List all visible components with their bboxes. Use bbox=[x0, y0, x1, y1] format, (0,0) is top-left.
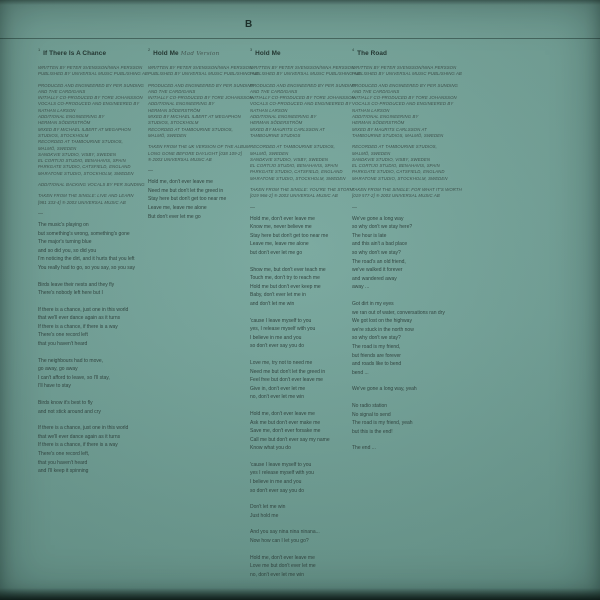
credit-line: MIXED BY MICHAEL ILBERT AT MEGAPHON bbox=[148, 114, 241, 120]
lyric-line: Love me but don't ever let me bbox=[250, 563, 316, 570]
track-title-text: If There Is A Chance bbox=[41, 50, 107, 57]
lyric-line: but this is the end! bbox=[352, 428, 393, 435]
track-title bbox=[352, 47, 484, 57]
credit-line: ℗ 2003 UNIVERSAL MUSIC AB bbox=[148, 156, 212, 162]
credit-line: EL CORTIJO STUDIO, BENAHAVIS, SPAIN bbox=[250, 163, 338, 169]
lyric-line: yes, I release myself with you bbox=[250, 326, 316, 333]
track-columns bbox=[38, 47, 586, 587]
lyric-line: I believe in me and you bbox=[250, 334, 302, 341]
credit-paragraph bbox=[250, 82, 356, 140]
lyric-line: Ask me but don't ever make me bbox=[250, 419, 321, 426]
credit-line: HERMAN SÖDERSTRÖM bbox=[148, 107, 201, 113]
credit-line: [019 577-2] ℗ 2003 UNIVERSAL MUSIC AB bbox=[352, 193, 440, 199]
credit-line: PARKGATE STUDIO, CATSFIELD, ENGLAND bbox=[250, 169, 343, 175]
lyric-line: and I'll keep it spinning bbox=[38, 468, 89, 475]
lyric-line: Now how can I let you go? bbox=[250, 538, 309, 545]
lyric-line: No signal to send bbox=[352, 411, 391, 418]
lyric-line: that we'll ever dance again as it turns bbox=[38, 433, 121, 440]
credits-lyrics-separator: — bbox=[352, 204, 357, 211]
credit-line: HERMAN SÖDERSTRÖM bbox=[250, 120, 303, 126]
lyric-line: Got dirt in my eyes bbox=[352, 300, 394, 307]
credit-line: MALMÖ, SWEDEN bbox=[352, 150, 391, 156]
lyric-line: If there is a chance, if there is a way bbox=[38, 323, 118, 330]
credit-line: [019 966-2] ℗ 2003 UNIVERSAL MUSIC AB bbox=[250, 193, 338, 199]
lyric-line: No radio station bbox=[352, 402, 388, 409]
lyric-line: that we'll ever dance again as it turns bbox=[38, 315, 121, 322]
credit-line: HERMAN SÖDERSTRÖM bbox=[352, 120, 405, 126]
lyric-line: Don't let me win bbox=[250, 504, 286, 511]
lyric-line: The neighbours had to move, bbox=[38, 357, 104, 364]
credit-paragraph bbox=[250, 144, 352, 182]
credit-line: AND THE CARDIGANS bbox=[352, 88, 400, 94]
credit-line: PARKGATE STUDIO, CATSFIELD, ENGLAND bbox=[38, 164, 131, 170]
lyric-line: and this ain't a bad place bbox=[352, 241, 408, 248]
lyric-line: yes I release myself with you bbox=[250, 470, 314, 477]
credit-paragraph bbox=[352, 83, 484, 140]
lyric-line: Need me but don't let the greed in bbox=[250, 368, 326, 375]
lyric-line: Stay here but don't get too near me bbox=[250, 232, 329, 239]
credit-line: MIXED BY MAURITS CARLSSON AT bbox=[250, 126, 325, 132]
credit-line: MALMÖ, SWEDEN bbox=[250, 150, 289, 156]
credit-line: NATHAN LARSON bbox=[352, 107, 390, 113]
track-number: 4 bbox=[352, 47, 355, 52]
track-title bbox=[250, 47, 355, 57]
credit-paragraph bbox=[38, 182, 148, 188]
lyric-line: The major's turning blue bbox=[38, 239, 92, 246]
track-title-text: Hold Me bbox=[151, 50, 179, 57]
credit-line: AND THE CARDIGANS bbox=[250, 88, 298, 94]
lyric-line: I can't afford to leave, so I'll stay, bbox=[38, 374, 110, 381]
lyrics-stanza bbox=[250, 410, 352, 453]
lyric-line: 'cause I leave myself to you bbox=[250, 317, 312, 324]
lyric-line: Hold me, don't ever leave me bbox=[250, 215, 315, 222]
credit-line: WRITTEN BY PETER SVENSSON/NINA PERSSON bbox=[148, 65, 253, 70]
credit-line: SANDKVIE STUDIO, VISBY, SWEDEN bbox=[38, 151, 117, 157]
lyrics-stanza bbox=[38, 357, 148, 391]
credit-line: TAKEN FROM THE UK VERSION OF THE ALBUM bbox=[148, 144, 250, 150]
credit-line: WRITTEN BY PETER SVENSSON/NINA PERSSON bbox=[352, 65, 457, 70]
lyric-line: go away, go away bbox=[38, 366, 78, 373]
lyric-line: Leave me, leave me alone bbox=[148, 204, 207, 211]
credit-line: TAKEN FROM THE SINGLE: FOR WHAT IT'S WORTH bbox=[352, 187, 462, 193]
track-number: 1 bbox=[38, 47, 41, 52]
track-credits bbox=[148, 65, 258, 163]
credit-line: MARATONE STUDIO, STOCKHOLM, SWEDEN bbox=[352, 175, 448, 181]
credit-line: AND THE CARDIGANS bbox=[148, 88, 196, 94]
lyrics-stanza bbox=[250, 266, 352, 309]
lyric-line: bend ... bbox=[352, 369, 369, 376]
lyric-line: no, don't ever let me win bbox=[250, 571, 305, 578]
lyric-line: Leave me, leave me alone bbox=[250, 241, 309, 248]
credit-line: INITIALLY CO-PRODUCED BY TORE JOHANSSON bbox=[38, 95, 143, 101]
lyric-line: but friends are forever bbox=[352, 352, 401, 359]
credit-line: MALMÖ, SWEDEN bbox=[38, 145, 77, 151]
credit-line: PRODUCED AND ENGINEERED BY PER SUNDING bbox=[352, 82, 458, 88]
credit-line: [981 333-4] ℗ 2003 UNIVERSAL MUSIC AB bbox=[38, 199, 126, 205]
lyric-line: so don't ever say you do bbox=[250, 343, 305, 350]
header-divider-line bbox=[0, 38, 600, 39]
credit-paragraph bbox=[38, 193, 148, 206]
lyric-line: Baby, don't ever let me in bbox=[250, 292, 306, 299]
lyric-line: Save me, don't ever forsake me bbox=[250, 428, 321, 435]
lyrics-stanza bbox=[38, 306, 148, 349]
credit-line: VOCALS CO-PRODUCED AND ENGINEERED BY bbox=[250, 101, 352, 107]
lyrics-stanza bbox=[352, 300, 484, 377]
lyric-line: and don't let me win bbox=[250, 300, 295, 307]
lyric-line: so why don't we stay? bbox=[352, 335, 401, 342]
lyrics-stanza bbox=[352, 385, 484, 394]
credit-line: EL CORTIJO STUDIO, BENAHAVIS, SPAIN bbox=[38, 158, 126, 164]
track-title-annotation: Mad Version bbox=[180, 51, 220, 57]
lyric-line: away ... bbox=[352, 284, 370, 291]
lyric-line: Give in, don't ever let me bbox=[250, 385, 306, 392]
lyric-line: There's nobody left here but I bbox=[38, 290, 103, 297]
lyric-line: There's one record left, bbox=[38, 451, 90, 457]
lyrics-stanza bbox=[250, 554, 352, 580]
lyric-line: Birds leave their nests and they fly bbox=[38, 281, 115, 288]
lyric-line: You really had to go, so you say, so you say bbox=[38, 264, 136, 271]
credit-line: PUBLISHED BY UNIVERSAL MUSIC PUBLISHING AB bbox=[148, 71, 258, 77]
lyric-line: I'm noticing the dirt, and it hurts that you left bbox=[38, 256, 135, 263]
lyric-line: that you haven't heard bbox=[38, 341, 88, 348]
credit-line: WRITTEN BY PETER SVENSSON/NINA PERSSON bbox=[250, 65, 355, 70]
credit-line: TAKEN FROM THE SINGLE: YOU'RE THE STORM bbox=[250, 187, 354, 193]
photo-top-edge-shadow bbox=[0, 0, 600, 5]
credits-lyrics-separator: — bbox=[148, 168, 153, 175]
credit-line: VOCALS CO-PRODUCED AND ENGINEERED BY bbox=[352, 101, 454, 107]
lyric-line: so why don't we stay? bbox=[352, 250, 401, 257]
lyrics-stanza bbox=[250, 528, 352, 545]
credit-line: RECORDED AT TAMBOURINE STUDIOS, bbox=[352, 144, 437, 150]
credit-paragraph bbox=[38, 83, 148, 177]
track-number: 3 bbox=[250, 47, 253, 52]
lyric-line: The end ... bbox=[352, 445, 376, 452]
lyric-line: Birds know it's best to fly bbox=[38, 400, 93, 407]
lyric-line: We've gone a long way, yeah bbox=[352, 386, 417, 393]
credits-lyrics-separator: — bbox=[250, 204, 255, 211]
lyric-line: The road is my friend, bbox=[352, 343, 401, 350]
credit-paragraph bbox=[250, 65, 360, 78]
credit-paragraph bbox=[38, 65, 148, 78]
track-number: 2 bbox=[148, 47, 151, 52]
credit-line: ADDITIONAL BACKING VOCALS BY PER SUNDING bbox=[38, 182, 145, 188]
credit-line: VOCALS CO-PRODUCED AND ENGINEERED BY bbox=[38, 101, 140, 107]
track-credits bbox=[250, 65, 360, 200]
lyric-line: Hold me, don't ever leave me bbox=[250, 410, 315, 417]
lyric-line: We got lost on the highway bbox=[352, 318, 412, 325]
lyrics-stanza bbox=[352, 444, 484, 453]
credit-paragraph bbox=[148, 144, 250, 163]
lyric-line: Call me but don't ever say my name bbox=[250, 436, 330, 443]
lyric-line: we've walked it forever bbox=[352, 267, 403, 274]
track-column bbox=[250, 47, 360, 587]
credit-line: MARATONE STUDIO, STOCKHOLM, SWEDEN bbox=[38, 170, 134, 176]
lyric-line: If there is a chance, just one in this world bbox=[38, 425, 129, 432]
credit-line: RECORDED AT TAMBOURINE STUDIOS, bbox=[250, 144, 335, 150]
track-title-text: Hold Me bbox=[253, 50, 281, 57]
lyric-line: and roads like to bend bbox=[352, 361, 402, 368]
lyrics-stanza bbox=[250, 215, 352, 258]
credit-line: NATHAN LARSON bbox=[38, 107, 76, 113]
lyrics-stanza bbox=[352, 402, 484, 436]
credit-line: MALMÖ, SWEDEN bbox=[148, 132, 187, 138]
lyric-line: Feel free but don't ever leave me bbox=[250, 377, 323, 384]
credit-line: MARATONE STUDIO, STOCKHOLM, SWEDEN bbox=[250, 175, 346, 181]
credit-line: TAMBOURINE STUDIOS, MALMÖ, SWEDEN bbox=[352, 132, 444, 138]
lyric-line: Need me but don't let the greed in bbox=[148, 187, 224, 194]
credit-line: PRODUCED AND ENGINEERED BY PER SUNDING bbox=[38, 82, 144, 88]
lyric-line: Touch me, don't try to reach me bbox=[250, 275, 320, 282]
lyric-line: If there is a chance, if there is a way bbox=[38, 442, 118, 449]
credit-line: HERMAN SÖDERSTRÖM bbox=[38, 120, 91, 126]
lyric-line: that you haven't heard bbox=[38, 459, 88, 466]
lyric-line: If there is a chance, just one in this world bbox=[38, 306, 129, 313]
credit-line: INITIALLY CO-PRODUCED BY TORE JOHANSSON bbox=[352, 95, 457, 101]
track-lyrics bbox=[250, 215, 352, 580]
lyric-line: We've gone a long way bbox=[352, 215, 404, 222]
credit-line: PUBLISHED BY UNIVERSAL MUSIC PUBLISHING AB bbox=[38, 71, 148, 77]
track-title bbox=[38, 47, 151, 57]
credit-line: EL CORTIJO STUDIO, BENAHAVIS, SPAIN bbox=[352, 163, 440, 169]
lyric-line: no, don't ever let me win bbox=[250, 394, 305, 401]
lyric-line: and not stick around and cry bbox=[38, 408, 101, 415]
lyrics-stanza bbox=[352, 215, 484, 292]
track-column bbox=[148, 47, 258, 229]
lyrics-stanza bbox=[250, 317, 352, 351]
track-title-text: The Road bbox=[355, 50, 388, 57]
lyric-line: But don't ever let me go bbox=[148, 213, 201, 220]
credit-line: PRODUCED AND ENGINEERED BY PER SUNDING bbox=[148, 82, 254, 88]
credit-line: SANDKVIE STUDIO, VISBY, SWEDEN bbox=[352, 156, 431, 162]
track-lyrics bbox=[148, 178, 250, 221]
track-credits bbox=[38, 65, 148, 206]
lyric-line: Hold me, don't ever leave me bbox=[250, 554, 315, 561]
credit-line: ADDITIONAL ENGINEERING BY bbox=[38, 114, 105, 120]
credit-line: ADDITIONAL ENGINEERING BY bbox=[148, 101, 215, 107]
track-column bbox=[352, 47, 484, 461]
credit-line: ADDITIONAL ENGINEERING BY bbox=[352, 114, 419, 120]
credit-line: MIXED BY MAURITS CARLSSON AT bbox=[352, 126, 427, 132]
lyrics-stanza bbox=[38, 424, 148, 476]
lyric-line: 'cause I leave myself to you bbox=[250, 461, 312, 468]
credit-paragraph bbox=[352, 65, 484, 78]
track-title bbox=[148, 47, 253, 57]
credit-line: LONG GONE BEFORE DAYLIGHT [038 109-2] bbox=[148, 150, 242, 156]
credit-line: AND THE CARDIGANS bbox=[38, 88, 86, 94]
track-lyrics bbox=[352, 215, 484, 453]
credit-line: MIXED BY MICHAEL ILBERT AT MEGAPHON bbox=[38, 126, 131, 132]
credits-lyrics-separator: — bbox=[38, 210, 43, 217]
lyric-line: I believe in me and you bbox=[250, 479, 302, 486]
credit-line: WRITTEN BY PETER SVENSSON/NINA PERSSON bbox=[38, 65, 143, 70]
lyric-line: Hold me, don't ever leave me bbox=[148, 179, 213, 186]
lyric-line: so why don't we stay here? bbox=[352, 224, 413, 231]
lyrics-stanza bbox=[148, 178, 250, 221]
lyric-line: and so did you, so did you bbox=[38, 247, 97, 254]
credit-line: INITIALLY CO-PRODUCED BY TORE JOHANSSON bbox=[250, 95, 355, 101]
credit-line: PUBLISHED BY UNIVERSAL MUSIC PUBLISHING AB bbox=[250, 71, 360, 77]
credit-line: STUDIOS, STOCKHOLM bbox=[148, 120, 199, 126]
lyrics-stanza bbox=[38, 221, 148, 273]
lyric-line: Just hold me bbox=[250, 512, 279, 519]
lyric-line: The road's an old friend, bbox=[352, 258, 406, 265]
track-lyrics bbox=[38, 221, 148, 476]
credit-paragraph bbox=[250, 187, 352, 200]
credit-line: TAMBOURINE STUDIOS bbox=[250, 132, 301, 138]
lyric-line: and wandered away bbox=[352, 275, 397, 282]
credit-line: NATHAN LARSON bbox=[250, 107, 288, 113]
side-label: B bbox=[245, 19, 253, 30]
credit-line: PUBLISHED BY UNIVERSAL MUSIC PUBLISHING AB bbox=[352, 71, 462, 77]
lyric-line: And you say nina nina ninana... bbox=[250, 529, 320, 536]
credit-line: RECORDED AT TAMBOURINE STUDIOS, bbox=[148, 126, 233, 132]
lyric-line: but don't ever let me go bbox=[250, 250, 303, 257]
lyrics-stanza bbox=[250, 503, 352, 520]
track-column bbox=[38, 47, 151, 484]
credit-paragraph bbox=[148, 65, 258, 78]
lyric-line: There's one record left bbox=[38, 332, 88, 339]
credit-line: TAKEN FROM THE SINGLE: LIVE AND LEARN bbox=[38, 193, 134, 199]
credit-line: PARKGATE STUDIO, CATSFIELD, ENGLAND bbox=[352, 169, 445, 175]
credit-line: ADDITIONAL ENGINEERING BY bbox=[250, 114, 317, 120]
lyrics-stanza bbox=[250, 461, 352, 495]
credit-line: SANDKVIE STUDIO, VISBY, SWEDEN bbox=[250, 156, 329, 162]
lyric-line: Hold me but don't ever keep me bbox=[250, 283, 321, 290]
credit-line: INITIALLY CO-PRODUCED BY TORE JOHANSSON bbox=[148, 95, 253, 101]
lyric-line: we ran out of water, conversations ran dry bbox=[352, 309, 445, 316]
credit-line: STUDIOS, STOCKHOLM bbox=[38, 132, 89, 138]
credit-paragraph bbox=[352, 187, 484, 200]
lyric-line: The music's playing on bbox=[38, 221, 89, 228]
lyric-line: I'll have to stay bbox=[38, 383, 71, 390]
lyric-line: Show me, but don't ever teach me bbox=[250, 266, 326, 273]
lyrics-stanza bbox=[250, 359, 352, 402]
photo-bottom-edge-shadow bbox=[0, 588, 600, 600]
lyrics-stanza bbox=[38, 281, 148, 298]
lyric-line: Know what you do bbox=[250, 445, 291, 452]
track-credits bbox=[352, 65, 484, 200]
credit-paragraph bbox=[352, 144, 484, 182]
credit-line: PRODUCED AND ENGINEERED BY PER SUNDING bbox=[250, 82, 356, 88]
lyric-line: Know me, never believe me bbox=[250, 224, 312, 231]
credit-paragraph bbox=[148, 82, 254, 140]
lyrics-stanza bbox=[38, 399, 148, 416]
lyric-line: The hour is late bbox=[352, 232, 387, 239]
lyric-line: we're stuck in the north now bbox=[352, 326, 414, 333]
lyric-line: but something's wrong, something's gone bbox=[38, 230, 130, 237]
lyric-line: so don't ever say you do bbox=[250, 487, 305, 494]
lyric-line: Love me, try not to need me bbox=[250, 359, 313, 366]
lyric-line: The road is my friend, yeah bbox=[352, 420, 413, 427]
credit-line: RECORDED AT TAMBOURINE STUDIOS, bbox=[38, 139, 123, 145]
lyric-line: Stay here but don't get too near me bbox=[148, 196, 227, 203]
